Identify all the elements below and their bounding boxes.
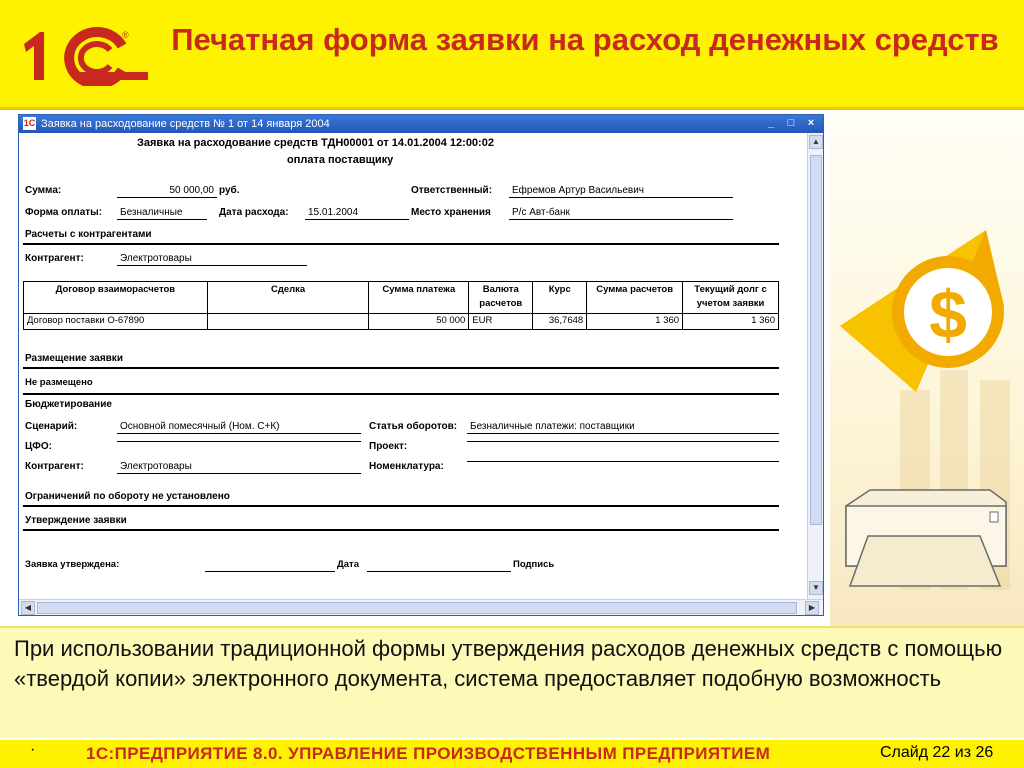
printer-icon: [840, 486, 1010, 592]
horizontal-scroll-thumb[interactable]: [37, 602, 797, 614]
storage-label: Место хранения: [411, 207, 491, 218]
horizontal-scrollbar[interactable]: [19, 599, 823, 615]
sum-field: 50 000,00: [117, 185, 217, 198]
scenario-field: Основной помесячный (Ном. С+К): [117, 421, 361, 434]
table-header-row: [24, 282, 779, 314]
counterparty-field: Электротовары: [117, 253, 307, 266]
nomenclature-label: Номенклатура:: [369, 461, 444, 472]
divider: [23, 529, 779, 531]
scroll-down-icon[interactable]: ▼: [809, 581, 823, 595]
window-titlebar[interactable]: [19, 115, 823, 133]
table-cell: 1 360: [587, 314, 683, 330]
date-line: [367, 571, 511, 572]
footer-title: 1С:ПРЕДПРИЯТИЕ 8.0. УПРАВЛЕНИЕ ПРОИЗВОДСТВЕННЫМ ПРЕДПРИЯТИЕМ: [86, 744, 771, 763]
responsible-label: Ответственный:: [411, 185, 493, 196]
scroll-right-icon[interactable]: ▶: [805, 601, 819, 615]
minimize-button[interactable]: _: [767, 117, 775, 129]
divider: [23, 367, 779, 369]
description-text: При использовании традиционной формы утверждения расходов денежных средств с помощью «твердой копии» электронного документа, система предоставляет подобную возможность: [14, 636, 1003, 691]
cfo-field: [117, 441, 361, 442]
counterparty2-label: Контрагент:: [25, 461, 84, 472]
turnover-field: Безналичные платежи: поставщики: [467, 421, 779, 434]
doc-subheading: оплата поставщику: [287, 154, 394, 166]
payment-form-field: Безналичные: [117, 207, 207, 220]
cfo-label: ЦФО:: [25, 441, 52, 452]
table-cell: EUR: [469, 314, 533, 330]
window-title: Заявка на расходование средств № 1 от 14 января 2004: [41, 118, 330, 130]
payment-form-label: Форма оплаты:: [25, 207, 103, 218]
turnover-label: Статья оборотов:: [369, 421, 458, 432]
project-label: Проект:: [369, 441, 408, 452]
table-header: Курс: [533, 282, 587, 314]
section-settlements: Расчеты с контрагентами: [25, 229, 152, 240]
doc-heading: Заявка на расходование средств ТДН00001 от 14.01.2004 12:00:02: [137, 137, 494, 149]
document-window: [18, 114, 824, 616]
table-header: Сделка: [207, 282, 369, 314]
settlements-table: [23, 281, 779, 330]
dollar-coin-icon: [836, 226, 1012, 392]
scroll-left-icon[interactable]: ◀: [21, 601, 35, 615]
footer-bullet: ·: [30, 741, 36, 758]
divider: [23, 243, 779, 245]
counterparty-label: Контрагент:: [25, 253, 84, 264]
storage-field: Р/с Авт-банк: [509, 207, 733, 220]
table-cell: 1 360: [683, 314, 779, 330]
section-approval: Утверждение заявки: [25, 515, 127, 526]
divider: [23, 505, 779, 507]
table-header: Сумма расчетов: [587, 282, 683, 314]
table-header: Сумма платежа: [369, 282, 469, 314]
scroll-up-icon[interactable]: ▲: [809, 135, 823, 149]
expense-date-field: 15.01.2004: [305, 207, 409, 220]
counterparty2-field: Электротовары: [117, 461, 361, 474]
section-budget: Бюджетирование: [25, 399, 112, 410]
table-row[interactable]: [24, 314, 779, 330]
table-cell: [207, 314, 369, 330]
table-cell: Договор поставки О-67890: [24, 314, 208, 330]
svg-text:®: ®: [122, 30, 129, 40]
nomenclature-field: [467, 461, 779, 462]
svg-text:$: $: [929, 277, 967, 353]
no-limits-text: Ограничений по обороту не установлено: [25, 491, 230, 502]
vertical-scrollbar[interactable]: [807, 133, 823, 599]
maximize-button[interactable]: □: [787, 117, 795, 129]
close-button[interactable]: ×: [807, 117, 815, 129]
not-placed-text: Не размещено: [25, 377, 93, 388]
slide-number: Слайд 22 из 26: [880, 744, 994, 761]
signature-label: Подпись: [513, 559, 555, 570]
currency-label: руб.: [219, 185, 240, 196]
approval-line: [205, 571, 335, 572]
app-icon: 1С: [23, 118, 36, 128]
table-header: Договор взаиморасчетов: [24, 282, 208, 314]
table-header: Текущий долг с учетом заявки: [683, 282, 779, 314]
document-body: [19, 133, 807, 599]
table-cell: 36,7648: [533, 314, 587, 330]
logo-1c: [18, 26, 150, 86]
approved-label: Заявка утверждена:: [25, 559, 120, 570]
sum-label: Сумма:: [25, 185, 62, 196]
expense-date-label: Дата расхода:: [219, 207, 289, 218]
scenario-label: Сценарий:: [25, 421, 78, 432]
slide-title: Печатная форма заявки на расход денежных средств: [171, 22, 999, 57]
date-label: Дата: [337, 559, 359, 570]
divider: [23, 393, 779, 395]
vertical-scroll-thumb[interactable]: [810, 155, 822, 525]
table-cell: 50 000: [369, 314, 469, 330]
table-header: Валюта расчетов: [469, 282, 533, 314]
responsible-field: Ефремов Артур Васильевич: [509, 185, 733, 198]
section-placement: Размещение заявки: [25, 353, 123, 364]
project-field: [467, 441, 779, 442]
